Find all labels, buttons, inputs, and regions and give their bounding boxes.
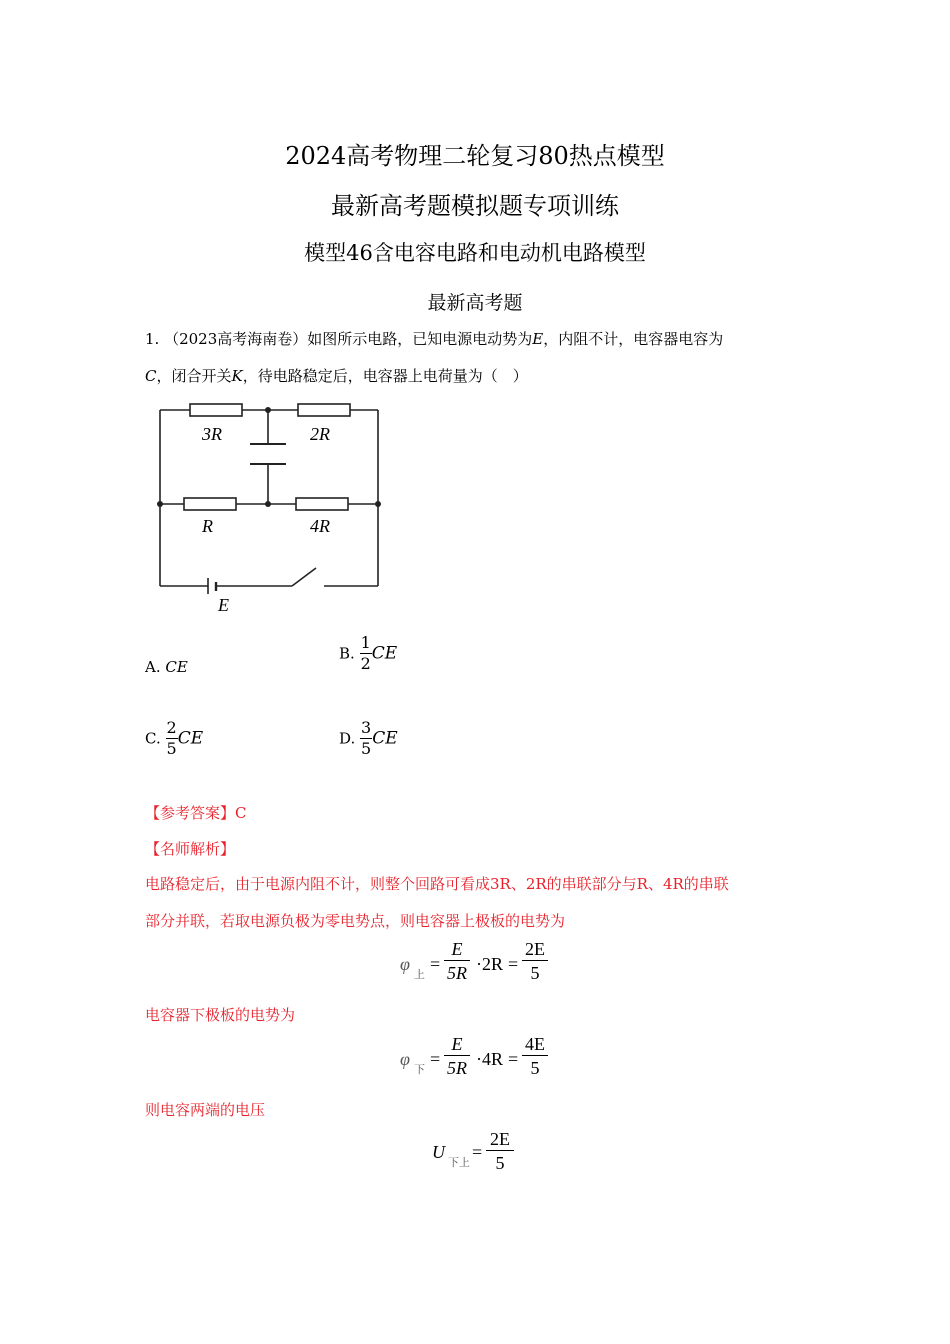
- junction-left: [157, 501, 163, 507]
- analysis-line-1: 电路稳定后，由于电源内阻不计，则整个回路可看成3R、2R的串联部分与R、4R的串联: [145, 875, 729, 893]
- equation-lower-potential: φ 下 = E 5R ·4R = 4E 5: [398, 1033, 558, 1087]
- option-d[interactable]: D. $\frac{3}{5}$ CE: [339, 718, 398, 758]
- junction-mid: [265, 501, 271, 507]
- switch-k: [292, 568, 316, 586]
- resistor-4r: [296, 498, 348, 510]
- circuit-diagram: [150, 398, 390, 618]
- junction-right: [375, 501, 381, 507]
- question-line-2: C，闭合开关K，待电路稳定后，电容器上电荷量为（ ）: [145, 367, 528, 385]
- section-heading: 最新高考题: [427, 292, 523, 314]
- label-r: R: [202, 516, 213, 536]
- fraction-c: $\frac{2}{5}$: [166, 718, 177, 758]
- label-4r: 4R: [310, 516, 330, 536]
- equation-voltage: U 下上 = 2E 5: [432, 1128, 532, 1182]
- label-3r: 3R: [202, 424, 222, 444]
- answer-label: 【参考答案】C: [145, 804, 247, 822]
- fraction-d: $\frac{3}{5}$: [361, 718, 372, 758]
- resistor-2r: [298, 404, 350, 416]
- junction-top: [265, 407, 271, 413]
- equation-upper-potential: φ 上 = E 5R ·2R = 2E 5: [398, 938, 558, 992]
- option-b[interactable]: B. $\frac{1}{2}$ CE: [339, 633, 398, 673]
- analysis-line-2: 部分并联，若取电源负极为零电势点，则电容器上极板的电势为: [145, 912, 566, 930]
- model-title: 模型46含电容电路和电动机电路模型: [304, 241, 646, 265]
- document-subtitle: 最新高考题模拟题专项训练: [331, 192, 619, 220]
- analysis-line-3: 电容器下极板的电势为: [145, 1006, 296, 1024]
- question-line-1: 1. （2023高考海南卷）如图所示电路，已知电源电动势为E，内阻不计，电容器电容为: [145, 330, 724, 348]
- fraction-b: $\frac{1}{2}$: [360, 633, 371, 673]
- label-e: E: [218, 595, 229, 615]
- resistor-r: [184, 498, 236, 510]
- option-a[interactable]: A. CE: [145, 658, 188, 676]
- label-2r: 2R: [310, 424, 330, 444]
- analysis-line-4: 则电容两端的电压: [145, 1101, 266, 1119]
- option-c[interactable]: C. $\frac{2}{5}$ CE: [145, 718, 204, 758]
- resistor-3r: [190, 404, 242, 416]
- analysis-label: 【名师解析】: [145, 840, 236, 858]
- document-title: 2024高考物理二轮复习80热点模型: [285, 142, 665, 170]
